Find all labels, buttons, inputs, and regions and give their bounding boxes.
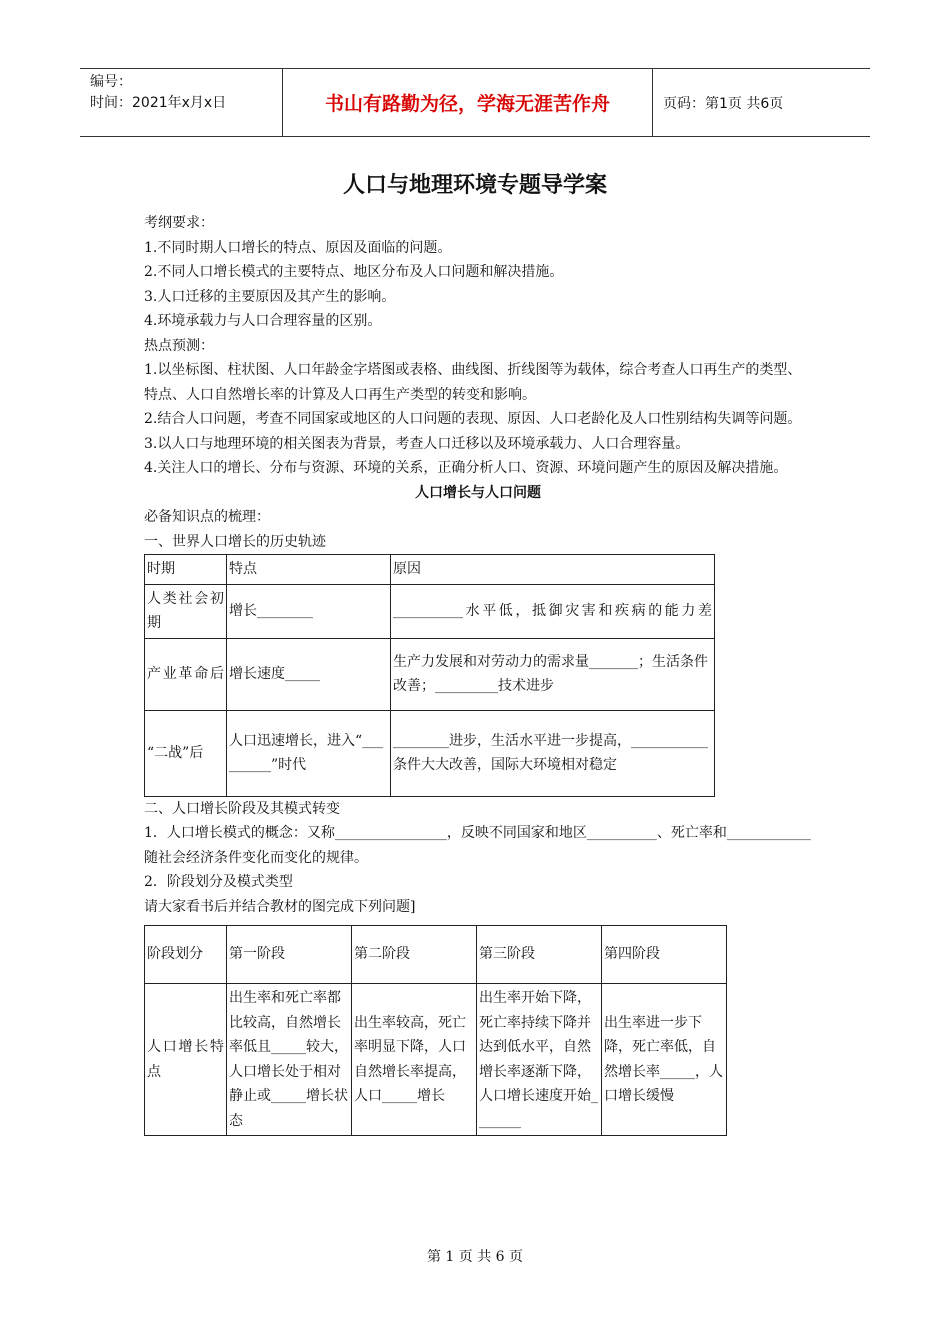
table-header-cell: 第一阶段 [227,926,352,984]
table-cell: 人类社会初期 [145,584,227,638]
table-cell: 出生率较高，死亡率明显下降，人口自然增长率提高，人口_____增长 [352,984,477,1136]
table-cell: 人口迅速增长，进入“_________”时代 [227,710,391,796]
part2-title: 二、人口增长阶段及其模式转变 [144,800,340,817]
table-cell: 出生率进一步下降，死亡率低，自然增长率_____，人口增长缓慢 [602,984,727,1136]
table-cell: “二战”后 [145,710,227,796]
intro-line: 2.不同人口增长模式的主要特点、地区分布及人口问题和解决措施。 [144,264,564,280]
paragraph: 请大家看书后并结合教材的图完成下列问题] [144,898,416,915]
header-page-label: 页码：第1页 共6页 [663,95,784,112]
table-cell: __________水平低，抵御灾害和疾病的能力差 [391,584,715,638]
intro-line: 热点预测： [144,337,214,354]
table-header-cell: 阶段划分 [145,926,227,984]
stage-table [144,925,727,1136]
date-label: 时间：2021年x月x日 [90,95,227,111]
knowledge-title: 必备知识点的梳理： [144,509,270,525]
table-row [145,584,715,638]
paragraph: 1．人口增长模式的概念：又称________________，反映不同国家和地区__________、死亡率和____________随社会经济条件变化而变化的规律。 [144,825,811,866]
page-footer: 第 1 页 共 6 页 [426,1249,524,1265]
table-header-row [145,926,727,984]
table-cell: 出生率开始下降，死亡率持续下降并达到低水平，自然增长率逐渐下降，人口增长速度开始_______ [477,984,602,1136]
intro-line: 1.不同时期人口增长的特点、原因及面临的问题。 [144,239,452,256]
table-cell: ________进步，生活水平进一步提高，___________条件大大改善，国际大环境相对稳定 [391,710,715,796]
table-header-cell: 特点 [227,555,391,585]
table-header-cell: 时期 [145,555,227,585]
paragraph: 2．阶段划分及模式类型 [144,874,293,890]
table-row [145,638,715,710]
number-label: 编号： [90,74,132,90]
table-cell: 增长速度_____ [227,638,391,710]
table-row [145,710,715,796]
table-cell: 生产力发展和对劳动力的需求量_______；生活条件改善；_________技术进步 [391,638,715,710]
history-table [144,554,715,797]
intro-line: 3.以人口与地理环境的相关图表为背景，考查人口迁移以及环境承载力、人口合理容量。 [144,435,690,452]
intro-line: 2.结合人口问题，考查不同国家或地区的人口问题的表现、原因、人口老龄化及人口性别结构失调等问题。 [144,411,802,427]
table-row [145,984,727,1136]
table-cell: 出生率和死亡率都比较高，自然增长率低且_____较大，人口增长处于相对静止或_____增长状态 [227,984,352,1136]
intro-line: 4.环境承载力与人口合理容量的区别。 [144,313,382,329]
table-header-cell: 原因 [391,555,715,585]
table-header-cell: 第四阶段 [602,926,727,984]
page-header [80,68,870,137]
document-title: 人口与地理环境专题导学案 [342,173,607,198]
section-title: 人口增长与人口问题 [415,484,541,501]
header-motto: 书山有路勤为径，学海无涯苦作舟 [283,69,653,136]
intro-line: 4.关注人口的增长、分布与资源、环境的关系，正确分析人口、资源、环境问题产生的原因及解决措施。 [144,460,788,476]
document-body [144,211,812,1136]
part1-title: 一、世界人口增长的历史轨迹 [144,533,326,550]
table-cell: 人口增长特点 [145,984,227,1136]
table-header-cell: 第二阶段 [352,926,477,984]
header-meta [80,69,283,136]
table-cell: 产业革命后 [145,638,227,710]
intro-line: 3.人口迁移的主要原因及其产生的影响。 [144,288,396,305]
intro-line: 考纲要求： [144,215,214,231]
table-header-row [145,555,715,585]
table-cell: 增长________ [227,584,391,638]
table-header-cell: 第三阶段 [477,926,602,984]
intro-line: 1.以坐标图、柱状图、人口年龄金字塔图或表格、曲线图、折线图等为载体，综合考查人口再生产的类型、特点、人口自然增长率的计算及人口再生产类型的转变和影响。 [144,362,802,403]
